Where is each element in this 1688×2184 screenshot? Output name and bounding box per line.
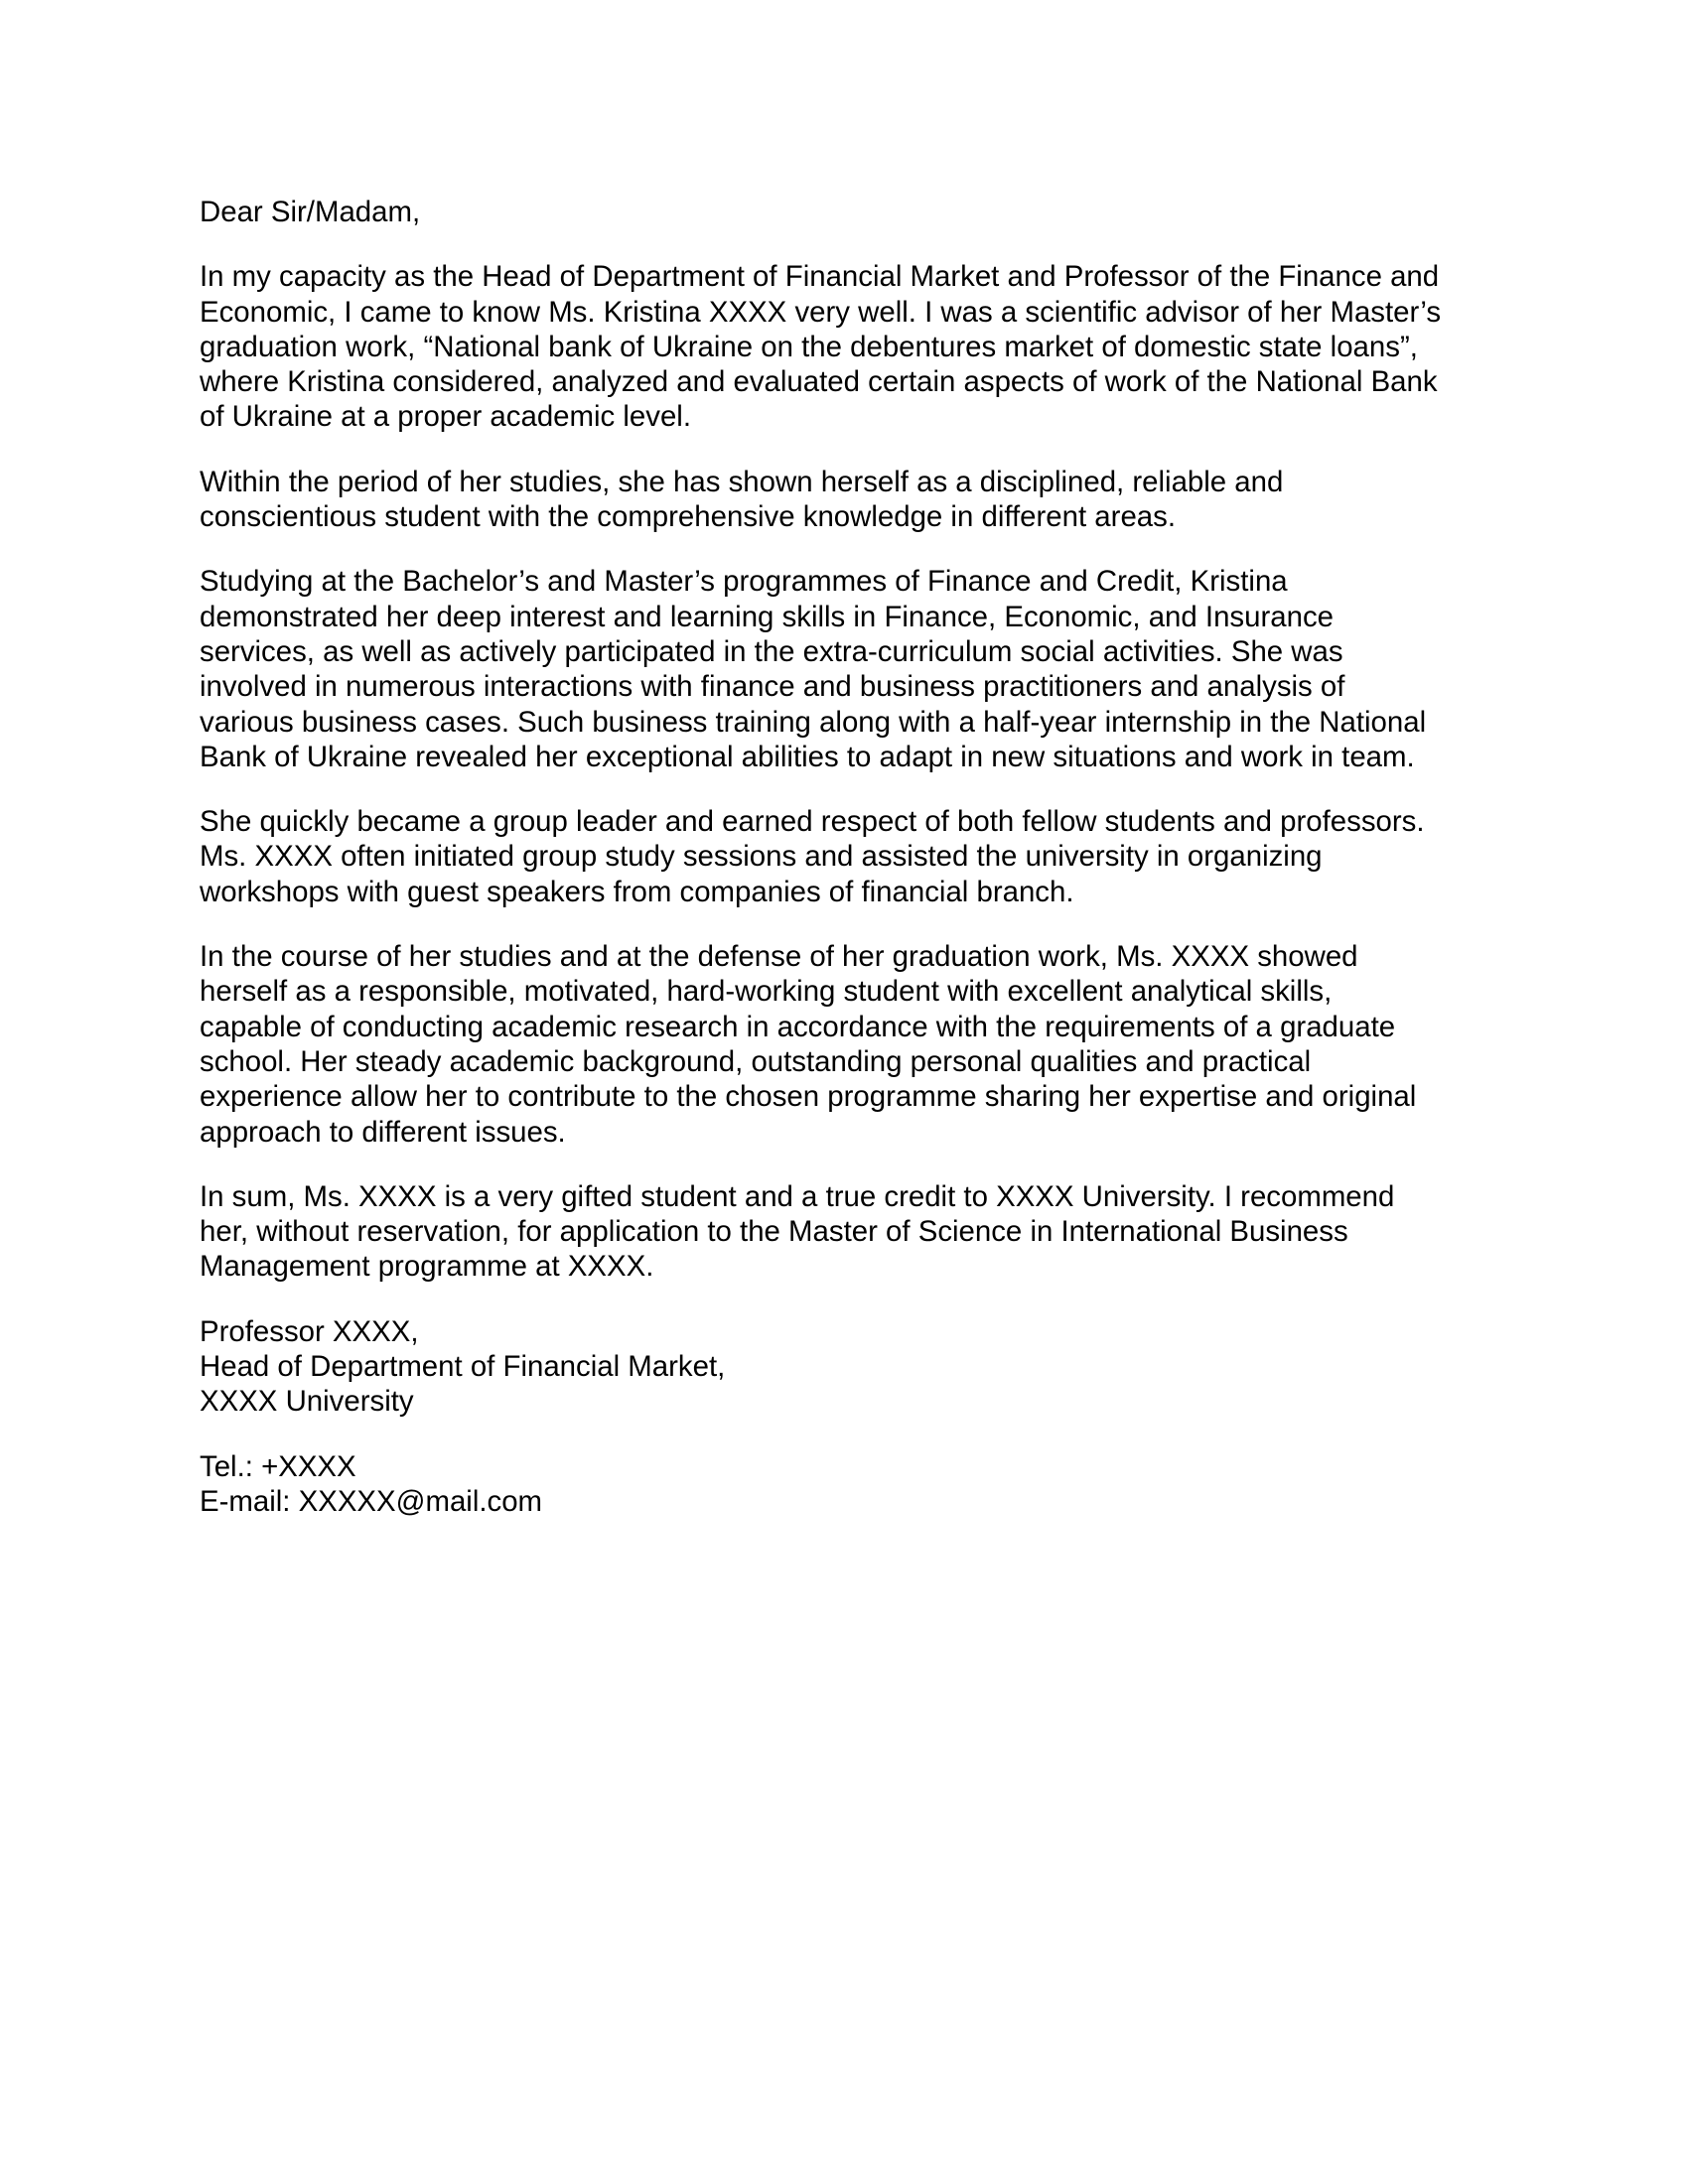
salutation (200, 195, 1520, 229)
paragraph-line: Bank of Ukraine revealed her exceptional abilities to adapt in new situations and work in team. (200, 740, 1415, 773)
paragraph-6 (200, 1179, 1520, 1285)
paragraph-line: herself as a responsible, motivated, hard-working student with excellent analytical skills, (200, 975, 1333, 1009)
paragraph-line: experience allow her to contribute to the chosen programme sharing her expertise and original (200, 1080, 1417, 1114)
paragraph-line: demonstrated her deep interest and learning skills in Finance, Economic, and Insurance (200, 600, 1334, 633)
paragraph-line: conscientious student with the comprehensive knowledge in different areas. (200, 500, 1176, 534)
recommendation-letter (200, 195, 1520, 1549)
paragraph-3 (200, 564, 1520, 774)
paragraph-line: workshops with guest speakers from companies of financial branch. (200, 875, 1074, 908)
paragraph-line: In the course of her studies and at the defense of her graduation work, Ms. XXXX showed (200, 940, 1358, 974)
signatory-position: Head of Department of Financial Market, (200, 1350, 726, 1384)
paragraph-line: school. Her steady academic background, outstanding personal qualities and practical (200, 1044, 1312, 1078)
paragraph-4 (200, 804, 1520, 909)
paragraph-line: services, as well as actively participated in the extra-curriculum social activities. She was (200, 634, 1343, 668)
paragraph-line: Management programme at XXXX. (200, 1250, 654, 1284)
paragraph-line: where Kristina considered, analyzed and evaluated certain aspects of work of the National Bank (200, 365, 1438, 399)
paragraph-line: She quickly became a group leader and earned respect of both fellow students and professors. (200, 805, 1425, 839)
contact-phone: Tel.: +XXXX (200, 1449, 356, 1483)
salutation-line: Dear Sir/Madam, (200, 196, 421, 228)
paragraph-line: of Ukraine at a proper academic level. (200, 400, 691, 434)
paragraph-line: Studying at the Bachelor’s and Master’s programmes of Finance and Credit, Kristina (200, 565, 1288, 599)
paragraph-2 (200, 465, 1520, 535)
signature-block (200, 1314, 1520, 1420)
paragraph-line: Ms. XXXX often initiated group study sessions and assisted the university in organizing (200, 840, 1323, 874)
paragraph-line: capable of conducting academic research in accordance with the requirements of a graduate (200, 1010, 1396, 1043)
paragraph-5 (200, 939, 1520, 1150)
paragraph-line: various business cases. Such business training along with a half-year internship in the National (200, 705, 1427, 739)
contact-block (200, 1449, 1520, 1520)
paragraph-line: involved in numerous interactions with finance and business practitioners and analysis of (200, 670, 1345, 704)
paragraph-line: graduation work, “National bank of Ukraine on the debentures market of domestic state loans”, (200, 330, 1418, 363)
paragraph-line: Within the period of her studies, she has shown herself as a disciplined, reliable and (200, 465, 1284, 498)
contact-email: E-mail: XXXXX@mail.com (200, 1484, 543, 1518)
paragraph-line: In sum, Ms. XXXX is a very gifted student and a true credit to XXXX University. I recommend (200, 1179, 1395, 1213)
signatory-institution: XXXX University (200, 1385, 414, 1419)
signatory-name: Professor XXXX, (200, 1314, 419, 1348)
paragraph-1 (200, 259, 1520, 434)
paragraph-line: Economic, I came to know Ms. Kristina XXXX very well. I was a scientific advisor of her Master’s (200, 295, 1442, 329)
paragraph-line: approach to different issues. (200, 1115, 566, 1149)
paragraph-line: her, without reservation, for application to the Master of Science in International Business (200, 1215, 1348, 1249)
paragraph-line: In my capacity as the Head of Department of Financial Market and Professor of the Finance and (200, 260, 1440, 294)
